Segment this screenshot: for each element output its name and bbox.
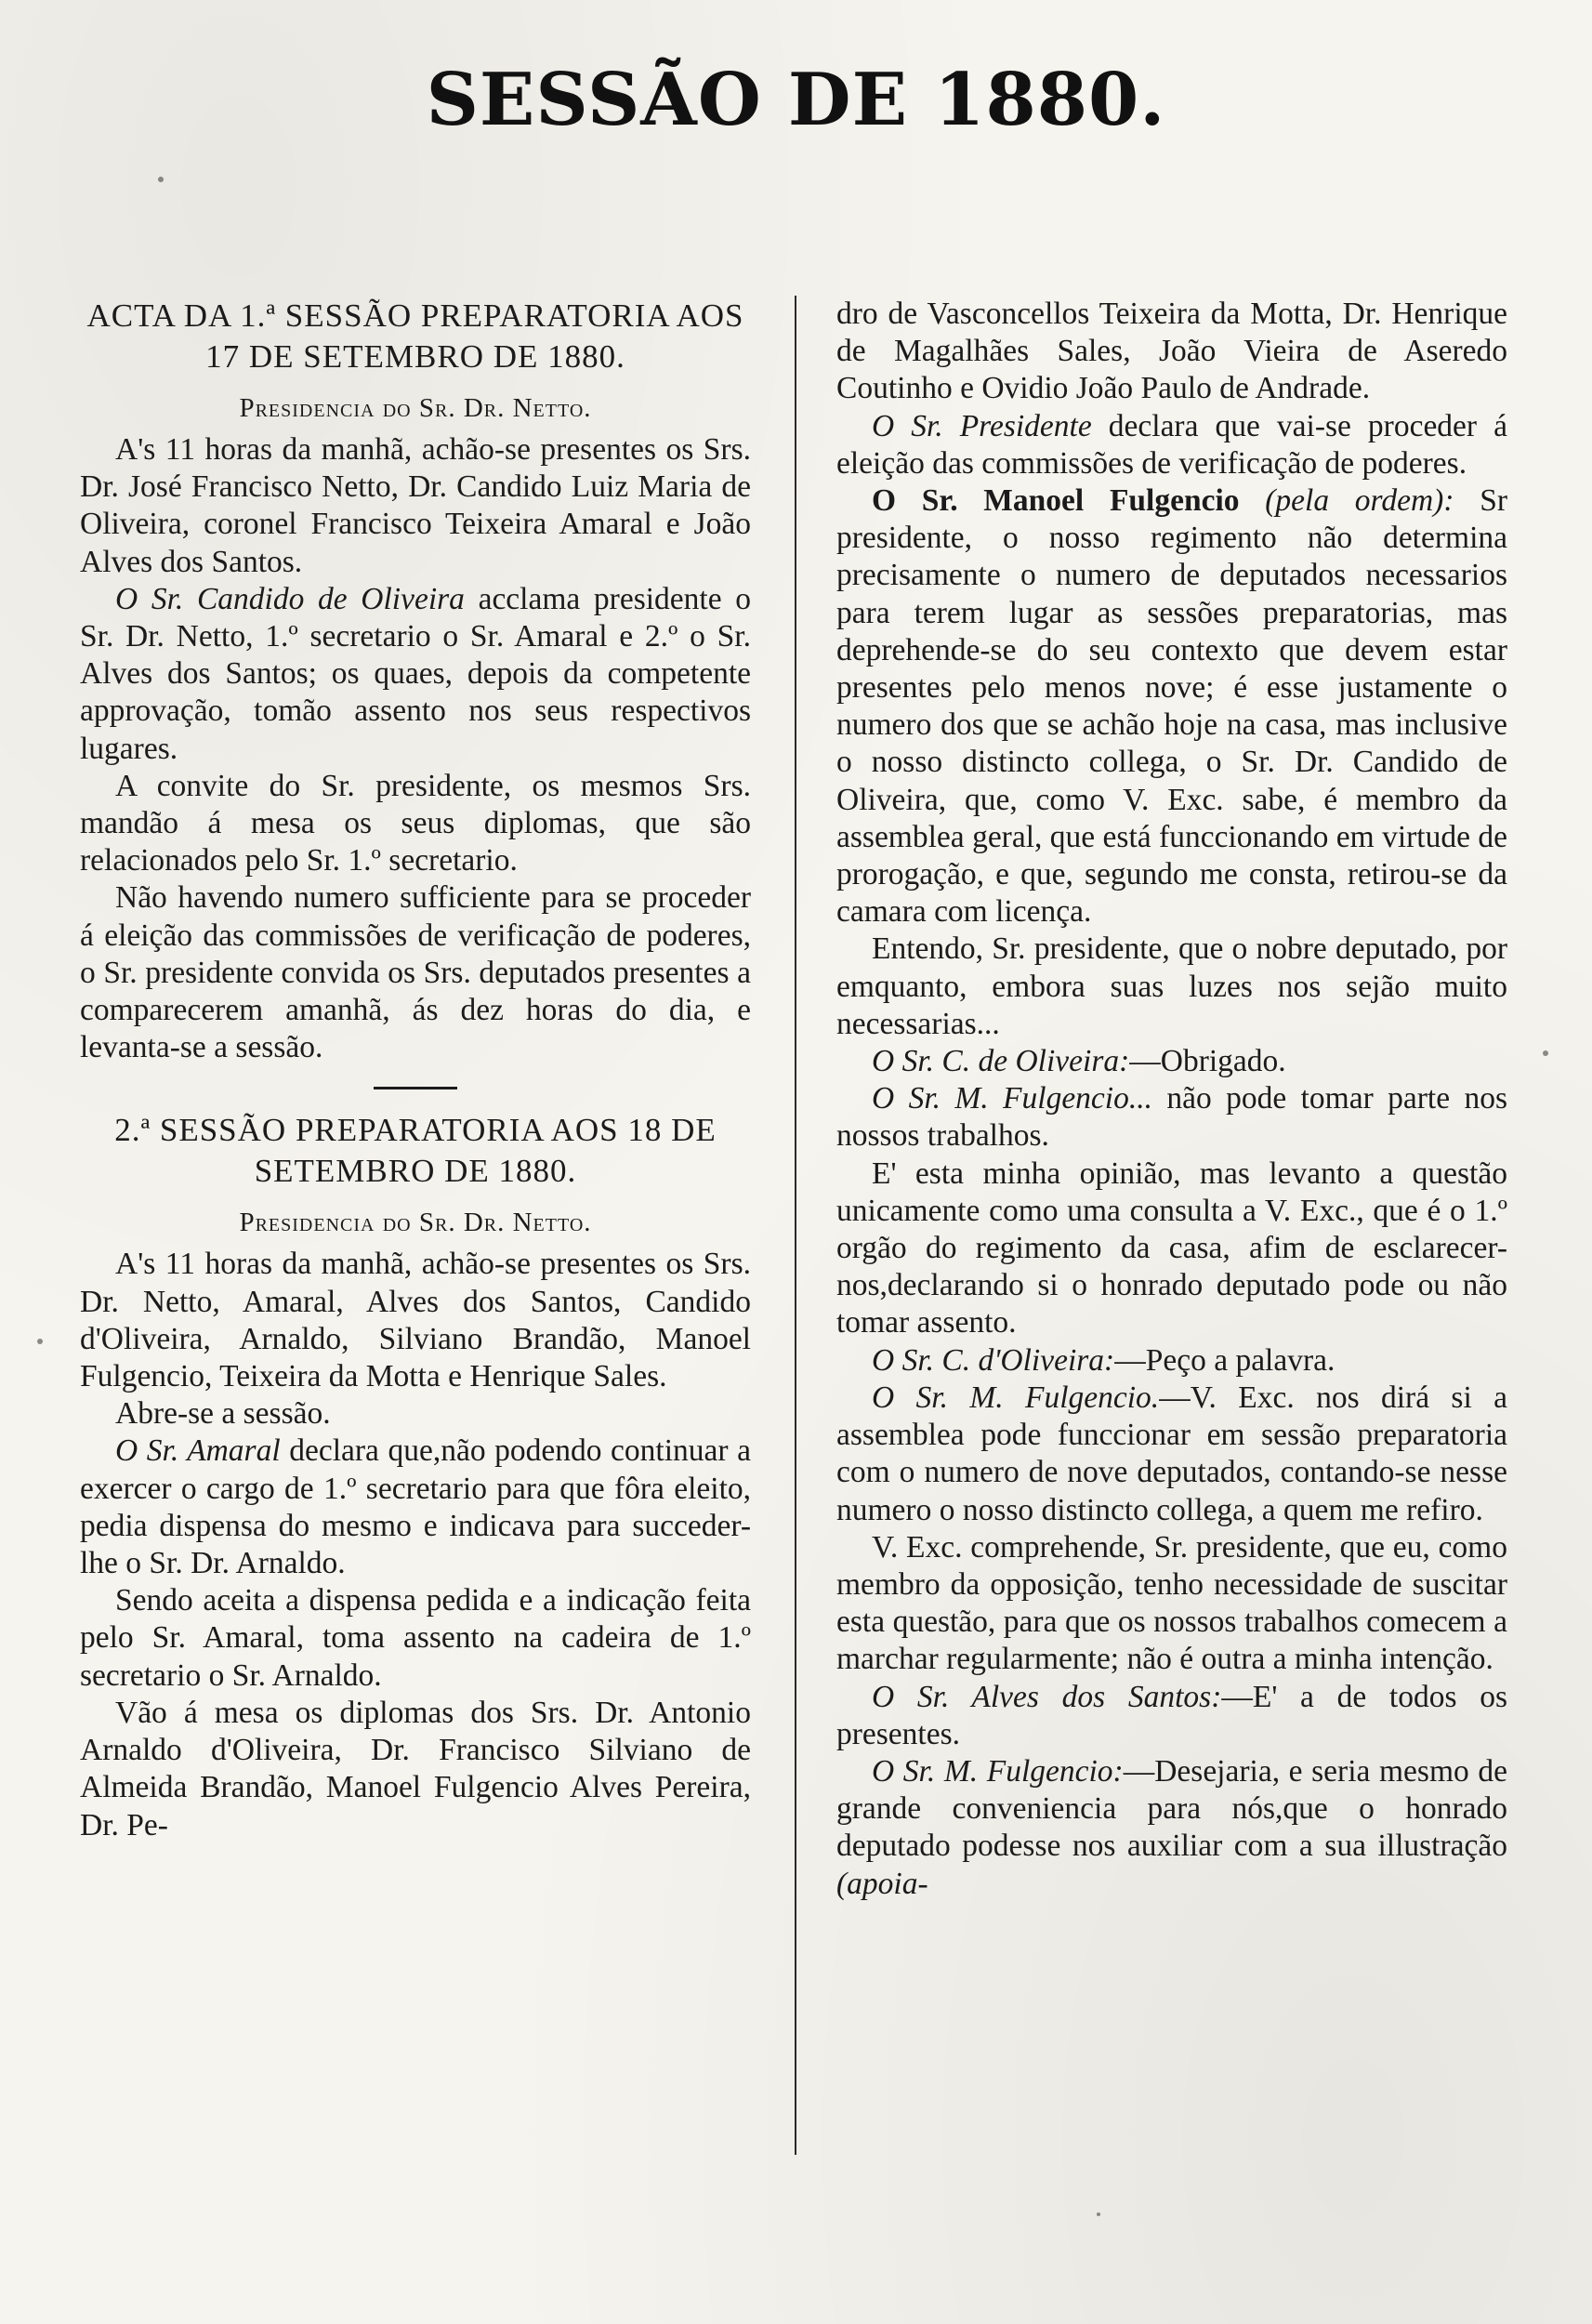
right-paragraph-6	[836, 1080, 1507, 1155]
right-paragraph-2	[836, 408, 1507, 482]
speaker-name: O Sr. Presidente	[872, 408, 1092, 443]
paragraph-text: —E' a de todos os presentes.	[836, 1679, 1507, 1751]
section-divider	[374, 1087, 457, 1089]
right-paragraph-11	[836, 1679, 1507, 1753]
order-note: (pela ordem):	[1239, 483, 1454, 519]
right-paragraph-3	[836, 482, 1507, 931]
speaker-name: O Sr. Candido de Oliveira	[115, 581, 465, 616]
session2-paragraph-4: Sendo aceita a dispensa pedida e a indicação feita pelo Sr. Amaral, toma assento na cadeira de 1.º secretario o Sr. Arnaldo.	[80, 1583, 751, 1693]
speaker-name: O Sr. M. Fulgencio:	[872, 1753, 1124, 1789]
right-paragraph-9	[836, 1380, 1507, 1529]
session1-paragraph-3: A convite do Sr. presidente, os mesmos Srs. mandão á mesa os seus diplomas, que são relacionados pelo Sr. 1.º secretario.	[80, 768, 751, 878]
right-paragraph-1: dro de Vasconcellos Teixeira da Motta, Dr. Henrique de Magalhães Sales, João Vieira de Aseredo Coutinho e Ovidio João Paulo de Andrade.	[836, 297, 1507, 406]
session2-paragraph-1: A's 11 horas da manhã, achão-se presentes os Srs. Dr. Netto, Amaral, Alves dos Santos, Candido d'Oliveira, Arnaldo, Silviano Brandão, Manoel Fulgencio, Teixeira da Motta e Henrique Sales.	[80, 1247, 751, 1394]
session1-paragraph-4: Não havendo numero sufficiente para se proceder á eleição das commissões de verificação de poderes, o Sr. presidente convida os Srs. deputados presentes a comparecerem amanhã, ás dez horas do dia, e levanta-se a sessão.	[80, 880, 751, 1065]
right-paragraph-5	[836, 1043, 1507, 1080]
speaker-name: O Sr. M. Fulgencio...	[872, 1081, 1152, 1116]
paragraph-text: —Obrigado.	[1129, 1044, 1286, 1079]
ink-speck	[37, 1339, 43, 1344]
paragraph-text: —Peço a palavra.	[1114, 1342, 1335, 1378]
paragraph-text: —Desejaria, e seria mesmo de grande conveniencia para nós,que o honrado deputado podesse nos auxiliar com a sua illustração	[836, 1753, 1507, 1864]
session1-paragraph-2	[80, 581, 751, 768]
right-paragraph-12	[836, 1753, 1507, 1903]
ink-speck	[1543, 1050, 1548, 1056]
speaker-name: O Sr. Manoel Fulgencio	[872, 483, 1240, 519]
speaker-name: O Sr. M. Fulgencio.	[872, 1380, 1160, 1415]
ink-speck	[158, 177, 164, 182]
paragraph-text: declara que,não podendo continuar a exercer o cargo de 1.º secretario para que fôra eleito, pedia dispensa do mesmo e indicava para succeder-lhe o Sr. Dr. Arnaldo.	[80, 1433, 751, 1581]
paragraph-text: não pode tomar parte nos nossos trabalhos.	[836, 1081, 1507, 1154]
speaker-name: O Sr. Alves dos Santos:	[872, 1679, 1222, 1714]
paragraph-text: Sr presidente, o nosso regimento não determina precisamente o numero de deputados necessarios para terem lugar as sessões preparatorias, mas deprehende-se do seu contexto que devem estar presentes pelo menos nove; é esse justamente o numero dos que se achão hoje na casa, mas inclusive o nosso distincto collega, o Sr. Dr. Candido de Oliveira, que, como V. Exc. sabe, é membro da assemblea geral, que está funccionando em virtude de prorogação, e que, segundo me consta, retirou-se da camara com licença.	[836, 483, 1507, 930]
paragraph-text: —V. Exc. nos dirá si a assemblea pode funccionar em sessão preparatoria com o numero de nove deputados, contando-se nesse numero o nosso distincto collega, a quem me refiro.	[836, 1380, 1507, 1527]
right-paragraph-8	[836, 1342, 1507, 1380]
speaker-name: O Sr. Amaral	[115, 1433, 281, 1469]
session2-title: 2.ª SESSÃO PREPARATORIA AOS 18 DE SETEMBRO DE 1880.	[114, 1112, 717, 1190]
left-column	[80, 296, 751, 1844]
session2-presidency: Presidencia do Sr. Dr. Netto.	[239, 1208, 592, 1238]
masthead-title: SESSÃO DE 1880.	[426, 58, 1166, 142]
speaker-name: O Sr. C. d'Oliveira:	[872, 1342, 1115, 1378]
session1-paragraph-1: A's 11 horas da manhã, achão-se presentes os Srs. Dr. José Francisco Netto, Dr. Candido Luiz Maria de Oliveira, coronel Francisco Teixeira Amaral e João Alves dos Santos.	[80, 432, 751, 579]
session1-presidency: Presidencia do Sr. Dr. Netto.	[239, 393, 592, 423]
session2-paragraph-5: Vão á mesa os diplomas dos Srs. Dr. Antonio Arnaldo d'Oliveira, Dr. Francisco Silviano de Almeida Brandão, Manoel Fulgencio Alves Pereira, Dr. Pe-	[80, 1695, 751, 1842]
session2-paragraph-3	[80, 1433, 751, 1582]
right-paragraph-4: Entendo, Sr. presidente, que o nobre deputado, por emquanto, embora suas luzes nos sejão muito necessarias...	[836, 931, 1507, 1041]
column-rule	[795, 296, 796, 2155]
ink-speck	[1097, 2212, 1100, 2216]
right-paragraph-7: E' esta minha opinião, mas levanto a questão unicamente como uma consulta a V. Exc., que é o 1.º orgão do regimento da casa, afim de esclarecer-nos,declarando si o honrado deputado pode ou não tomar assento.	[836, 1155, 1507, 1340]
right-column	[836, 296, 1507, 1903]
session1-title: ACTA DA 1.ª SESSÃO PREPARATORIA AOS 17 DE SETEMBRO DE 1880.	[86, 297, 744, 375]
speaker-name: O Sr. C. de Oliveira:	[872, 1044, 1130, 1079]
paragraph-tail: (apoia-	[836, 1866, 928, 1901]
session2-paragraph-2: Abre-se a sessão.	[115, 1396, 331, 1432]
paragraph-text: acclama presidente o Sr. Dr. Netto, 1.º secretario o Sr. Amaral e 2.º o Sr. Alves dos Santos; os quaes, depois da competente approvação, tomão assento nos seus respectivos lugares.	[80, 581, 752, 766]
paragraph-text: declara que vai-se proceder á eleição das commissões de verificação de poderes.	[836, 408, 1507, 481]
right-paragraph-10: V. Exc. comprehende, Sr. presidente, que eu, como membro da opposição, tenho necessidade de suscitar esta questão, para que os nossos trabalhos comecem a marchar regularmente; não é outra a minha intenção.	[836, 1529, 1507, 1677]
